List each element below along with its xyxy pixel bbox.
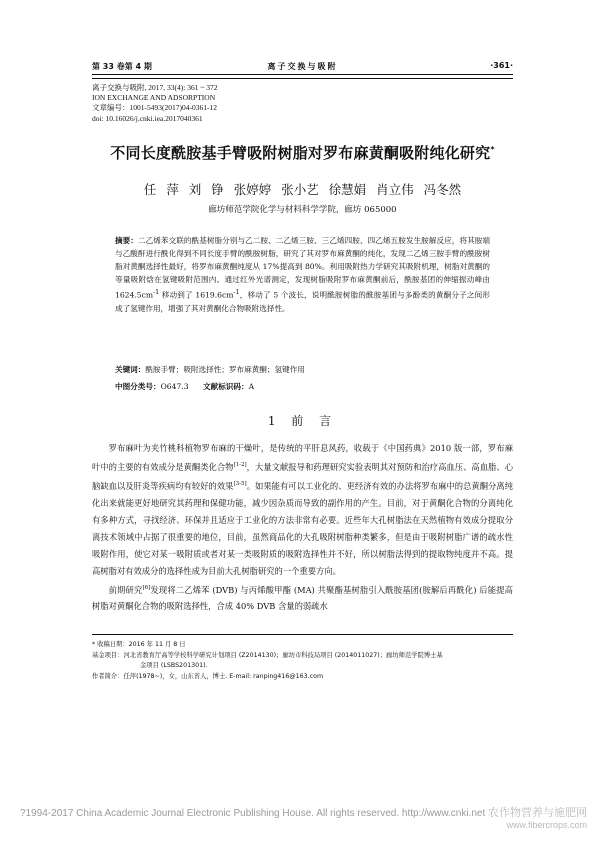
footnote-author: 作者简介：任萍(1978~)，女，山东省人，博士. E-mail: ranping416@163.com	[92, 672, 324, 680]
meta-article-number: 文章编号：1001-5493(2017)04-0361-12	[92, 103, 217, 113]
abstract-sup-1: -1	[153, 289, 160, 297]
keywords	[115, 364, 490, 375]
body-paragraph-1	[92, 440, 513, 580]
classification	[115, 381, 490, 392]
meta-journal-en: ION EXCHANGE AND ADSORPTION	[92, 93, 216, 103]
footnote-rule	[92, 634, 513, 635]
p2-text-b: 发现将二乙烯苯 (DVB) 与丙烯酸甲酯 (MA) 共聚酯基树脂引入酰胺基团(胺解后再酰化) 后能提高树脂对黄酮化合物的吸附选择性，合成 40% DVB 含量的弱疏水	[92, 584, 513, 612]
author-list: 任 萍 刘 铮 张婷婷 张小艺 徐慧娟 肖立伟 冯冬然	[143, 182, 462, 197]
clc-value: O647.3	[160, 382, 189, 391]
keywords-text: 酰胺手臂；吸附选择性；罗布麻黄酮；氢键作用	[145, 365, 305, 374]
footnotes	[92, 640, 513, 682]
running-header	[92, 61, 513, 73]
body-text	[92, 440, 513, 615]
keywords-label: 关键词：	[115, 365, 146, 374]
cnki-copyright-footer: ?1994-2017 China Academic Journal Electronic Publishing House. All rights reserved. http://www.cnki.net	[20, 808, 486, 819]
section-heading: 1 前 言	[267, 414, 338, 428]
abstract-text: 二乙烯苯交联的酰基树脂分别与乙二胺、二乙烯三胺、三乙烯四胺、四乙烯五胺发生胺解反应，将其胺端与乙酸酐进行酰化得到不同长度手臂的酰胺树脂，研究了其对罗布麻黄酮的纯化，发现二乙烯三胺手臂的酰胺树脂对黄酮选择性最好，将罗布麻黄酮纯度从 17%提高到 80%。利用吸附热力学研究其吸附机理，树脂对黄酮的等量吸附焓在氢键吸附范围内。通过红外光谱测定，发现树脂吸附罗布麻黄酮前后，酰胺基团的伸缩振动峰由 1624.5cm	[115, 236, 491, 300]
p1-text-c: 。如果能有可以工业化的、更经济有效的办法将罗布麻中的总黄酮分离纯化出来就能更好地研究其药理和保健功能，减少因杂质而导致的副作用的产生。目前，对于黄酮化合物的分离纯化有多种方式，寻找经济、环保并且适应于工业化的方法非常有必要。近些年大孔树脂法在天然植物有效成分提取分离技术领域中占据了很重要的地位，目前，虽然商品化的大孔吸附树脂种类繁多，但是由于吸附树脂广谱的疏水性吸附作用，使它对某一吸附质或者对某一类吸附质的吸附选择性并不好，所以树脂法得到的提取物纯度并不高。提高树脂对有效成分的选择性成为目前大孔树脂研究的一个重要方向。	[92, 480, 513, 576]
p2-ref: [6]	[142, 584, 151, 591]
footnote-fund-cont: 金项目 (LSBS201301).	[140, 662, 208, 669]
p2-text-a: 前期研究	[108, 584, 143, 595]
doc-code-label: 文献标识码：	[203, 382, 249, 391]
abstract-label: 摘要：	[115, 236, 138, 245]
paper-title	[80, 142, 525, 163]
meta-doi: doi: 10.16026/j.cnki.iea.2017040361	[92, 113, 203, 123]
p1-ref-2: [3-5]	[233, 480, 247, 487]
running-header-journal: 离子交换与吸附	[267, 62, 338, 71]
footnote-fund: 基金项目：河北省教育厅高等学校科学研究计划项目 (Z2014130)；廊坊市科技局项目 (2014011027)；廊坊师范学院博士基	[92, 651, 443, 659]
header-rule	[92, 74, 513, 79]
p1-text-a: 罗布麻叶为夹竹桃科植物罗布麻的干燥叶，是传统的平肝息风药，收载于《中国药典》2010 版一部，罗布麻叶中的主要的有效成分是黄酮类化合物	[92, 443, 513, 472]
running-header-page: ·361·	[490, 61, 513, 70]
watermark-cn: 农作物营养与施肥网	[488, 806, 587, 819]
affiliation: 廊坊师范学院化学与材料科学学院，廊坊 065000	[208, 205, 397, 215]
meta-citation: 离子交换与吸附, 2017, 33(4): 361 ~ 372	[92, 83, 218, 92]
abstract-sup-2: -1	[233, 289, 240, 297]
abstract-text-2: 移动到了 1619.6cm	[159, 290, 234, 300]
p1-text-b: ，大量文献报导和药理研究实验表明其对预防和治疗高血压、高血脂、心脑缺血以及肝炎等疾病均有较好的效果	[92, 461, 513, 491]
title-footnote-mark: *	[490, 145, 495, 154]
p1-ref-1: [1-2]	[233, 462, 247, 468]
paper-title-text: 不同长度酰胺基手臂吸附树脂对罗布麻黄酮吸附纯化研究	[110, 144, 491, 162]
site-watermark	[488, 804, 587, 830]
watermark-en: www.fibercrops.com	[506, 820, 587, 830]
running-header-volume: 第 33 卷第 4 期	[92, 62, 152, 71]
body-paragraph-2	[92, 580, 513, 616]
footnote-received: * 收稿日期：2016 年 11 月 8 日	[92, 641, 186, 648]
clc-label: 中图分类号：	[115, 382, 161, 391]
article-meta	[92, 83, 218, 124]
abstract	[115, 234, 490, 315]
doc-code-value: A	[248, 382, 255, 391]
abstract-text-3: ，移动了 5 个波长，说明酰胺树脂的酰胺基团与多酚类的黄酮分子之间形成了氢键作用，增强了其对黄酮化合物吸附选择性。	[115, 290, 490, 313]
